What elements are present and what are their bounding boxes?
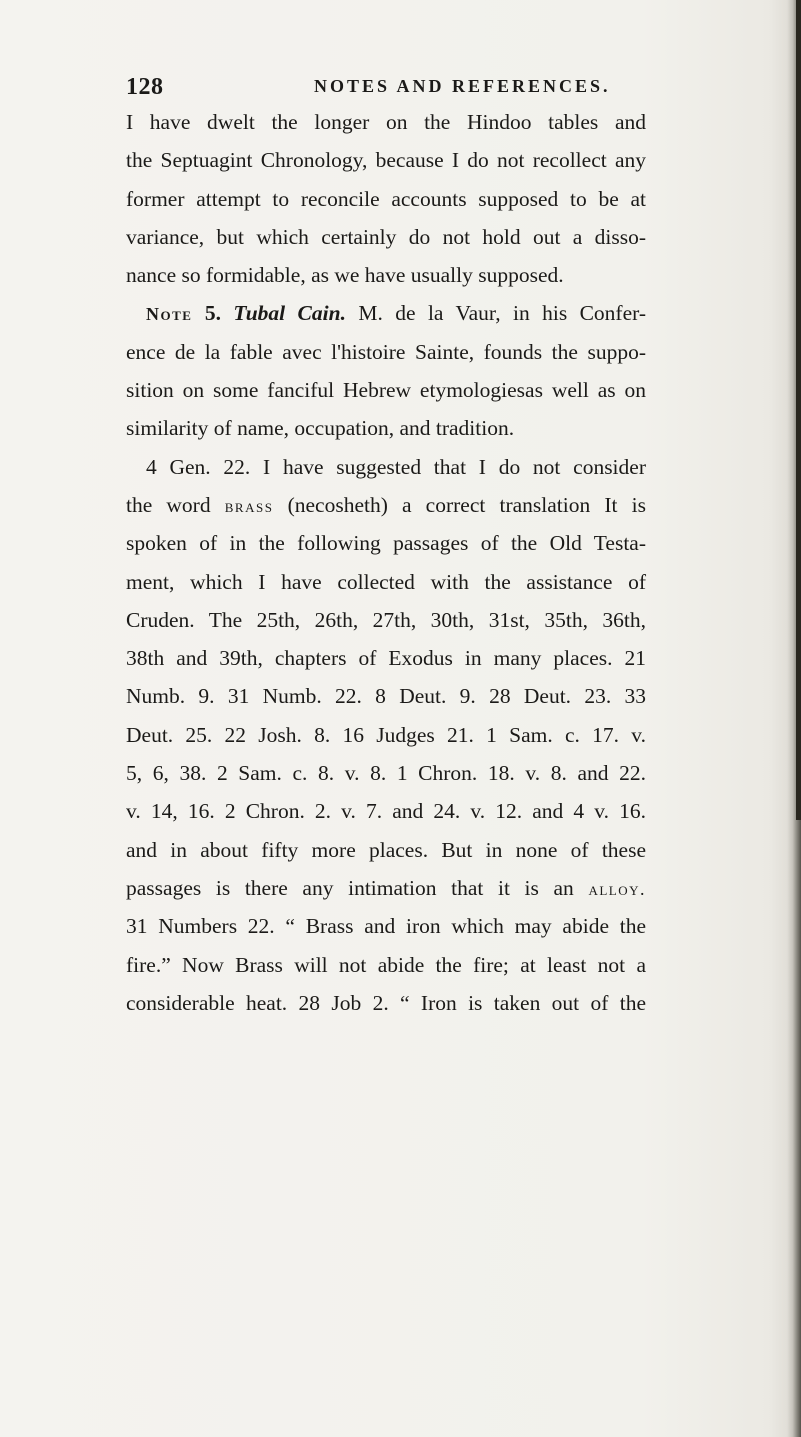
running-head: NOTES AND REFERENCES. bbox=[314, 76, 611, 96]
text-line: ment, which I have collected with the assistance of bbox=[126, 569, 646, 594]
text-line: variance, but which certainly do not hold out a disso- bbox=[126, 224, 646, 249]
text-line: sition on some fanciful Hebrew etymologiesas well as on bbox=[126, 378, 646, 403]
text-line: Numb. 9. 31 Numb. 22. 8 Deut. 9. 28 Deut. 23. 33 bbox=[126, 684, 646, 709]
note-heading-line bbox=[126, 294, 646, 332]
note-heading-tail: Confer- bbox=[579, 301, 647, 326]
text-line: 4 Gen. 22. I have suggested that I do not consider bbox=[146, 454, 646, 479]
brass-line bbox=[126, 486, 646, 524]
text-line: similarity of name, occupation, and tradition. bbox=[126, 416, 515, 441]
text-line: 5, 6, 38. 2 Sam. c. 8. v. 8. 1 Chron. 18. v. 8. and 22. bbox=[126, 761, 646, 786]
text-fragment: the word bbox=[126, 492, 211, 517]
note-author: M. de la Vaur, in his bbox=[358, 301, 568, 326]
smallcaps-alloy: alloy. bbox=[588, 878, 646, 899]
text-line: and in about fifty more places. But in none of these bbox=[126, 837, 646, 862]
text-line: v. 14, 16. 2 Chron. 2. v. 7. and 24. v. 12. and 4 v. 16. bbox=[126, 799, 646, 824]
text-line: I have dwelt the longer on the Hindoo tables and bbox=[126, 110, 646, 134]
note-title: Tubal Cain. bbox=[233, 301, 346, 326]
text-line: Deut. 25. 22 Josh. 8. 16 Judges 21. 1 Sam. c. 17. v. bbox=[126, 722, 646, 747]
note-number: 5. bbox=[204, 301, 221, 326]
text-line: 31 Numbers 22. “ Brass and iron which may abide the bbox=[126, 914, 646, 939]
alloy-line bbox=[126, 869, 646, 907]
text-line: former attempt to reconcile accounts supposed to be at bbox=[126, 186, 646, 211]
text-line: Cruden. The 25th, 26th, 27th, 30th, 31st, 35th, 36th, bbox=[126, 607, 646, 632]
text-line: the Septuagint Chronology, because I do not recollect any bbox=[126, 148, 646, 173]
text-line: considerable heat. 28 Job 2. “ Iron is taken out of the bbox=[126, 990, 646, 1015]
text-fragment: (necosheth) a correct translation It is bbox=[287, 492, 647, 517]
binding-edge bbox=[796, 0, 801, 820]
smallcaps-brass: brass bbox=[224, 495, 274, 516]
text-line: fire.” Now Brass will not abide the fire; at least not a bbox=[126, 952, 646, 977]
text-line: nance so formidable, as we have usually supposed. bbox=[126, 263, 564, 288]
page-number: 128 bbox=[126, 74, 164, 100]
body-text bbox=[126, 103, 646, 1022]
text-fragment: passages is there any intimation that it is an bbox=[126, 875, 574, 900]
note-label: Note bbox=[146, 304, 193, 325]
text-line: 38th and 39th, chapters of Exodus in many places. 21 bbox=[126, 646, 646, 671]
text-line: ence de la fable avec l'histoire Sainte, founds the suppo- bbox=[126, 339, 646, 364]
text-line: spoken of in the following passages of the Old Testa- bbox=[126, 531, 646, 556]
